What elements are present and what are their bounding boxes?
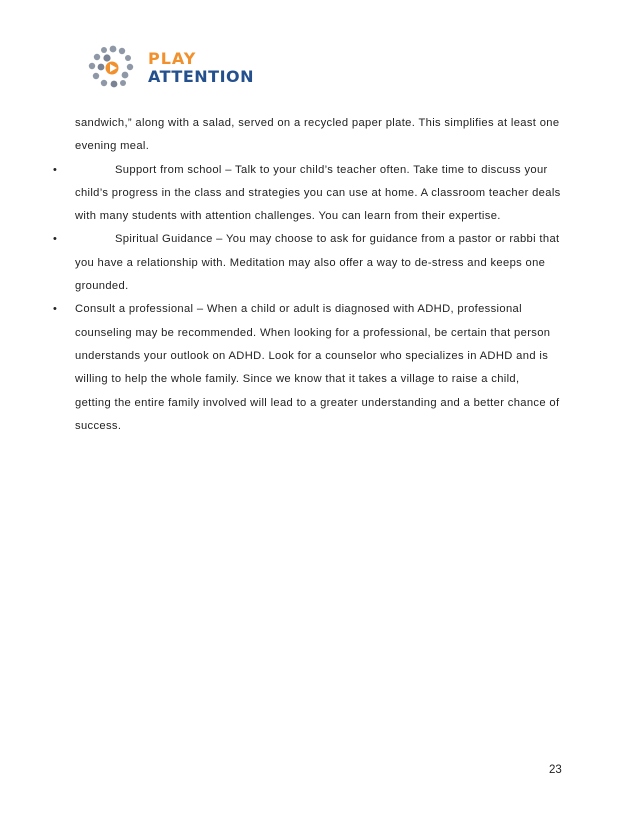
text-line: understands your outlook on ADHD. Look for a counselor who specializes in ADHD and is [75,349,549,362]
logo-dots-icon [84,44,148,92]
list-item-text: Spiritual Guidance – You may choose to ask for guidance from a pastor or rabbi that [115,233,560,246]
list-item [0,228,638,251]
list-item-text: Support from school – Talk to your child’s teacher often. Take time to discuss your [115,163,548,176]
bullet-icon: • [53,163,58,176]
text-line: sandwich,” along with a salad, served on a recycled paper plate. This simplifies at least one [75,117,560,129]
document-body [0,112,638,438]
logo-text-attention: ATTENTION [148,67,255,86]
text-line: with many students with attention challenges. You can learn from their expertise. [75,210,501,223]
text-line: grounded. [75,280,129,293]
text-line: evening meal. [75,140,150,153]
text-line: willing to help the whole family. Since we know that it takes a village to raise a child, [75,373,520,386]
list-item [0,298,638,321]
text-line: child’s progress in the class and strategies you can use at home. A classroom teacher deals [75,186,561,199]
logo-text-play: PLAY [148,49,197,68]
list-item-text: Consult a professional – When a child or adult is diagnosed with ADHD, professional [75,303,522,316]
text-line: getting the entire family involved will lead to a greater understanding and a better chance of [75,396,560,409]
text-line: success. [75,419,122,432]
play-attention-logo [84,44,264,92]
list-item [0,159,638,182]
bullet-icon: • [53,303,58,316]
page-number: 23 [549,764,562,776]
bullet-icon: • [53,233,58,246]
text-line: counseling may be recommended. When looking for a professional, be certain that person [75,326,551,339]
text-line: you have a relationship with. Meditation may also offer a way to de-stress and keeps one [75,256,546,269]
